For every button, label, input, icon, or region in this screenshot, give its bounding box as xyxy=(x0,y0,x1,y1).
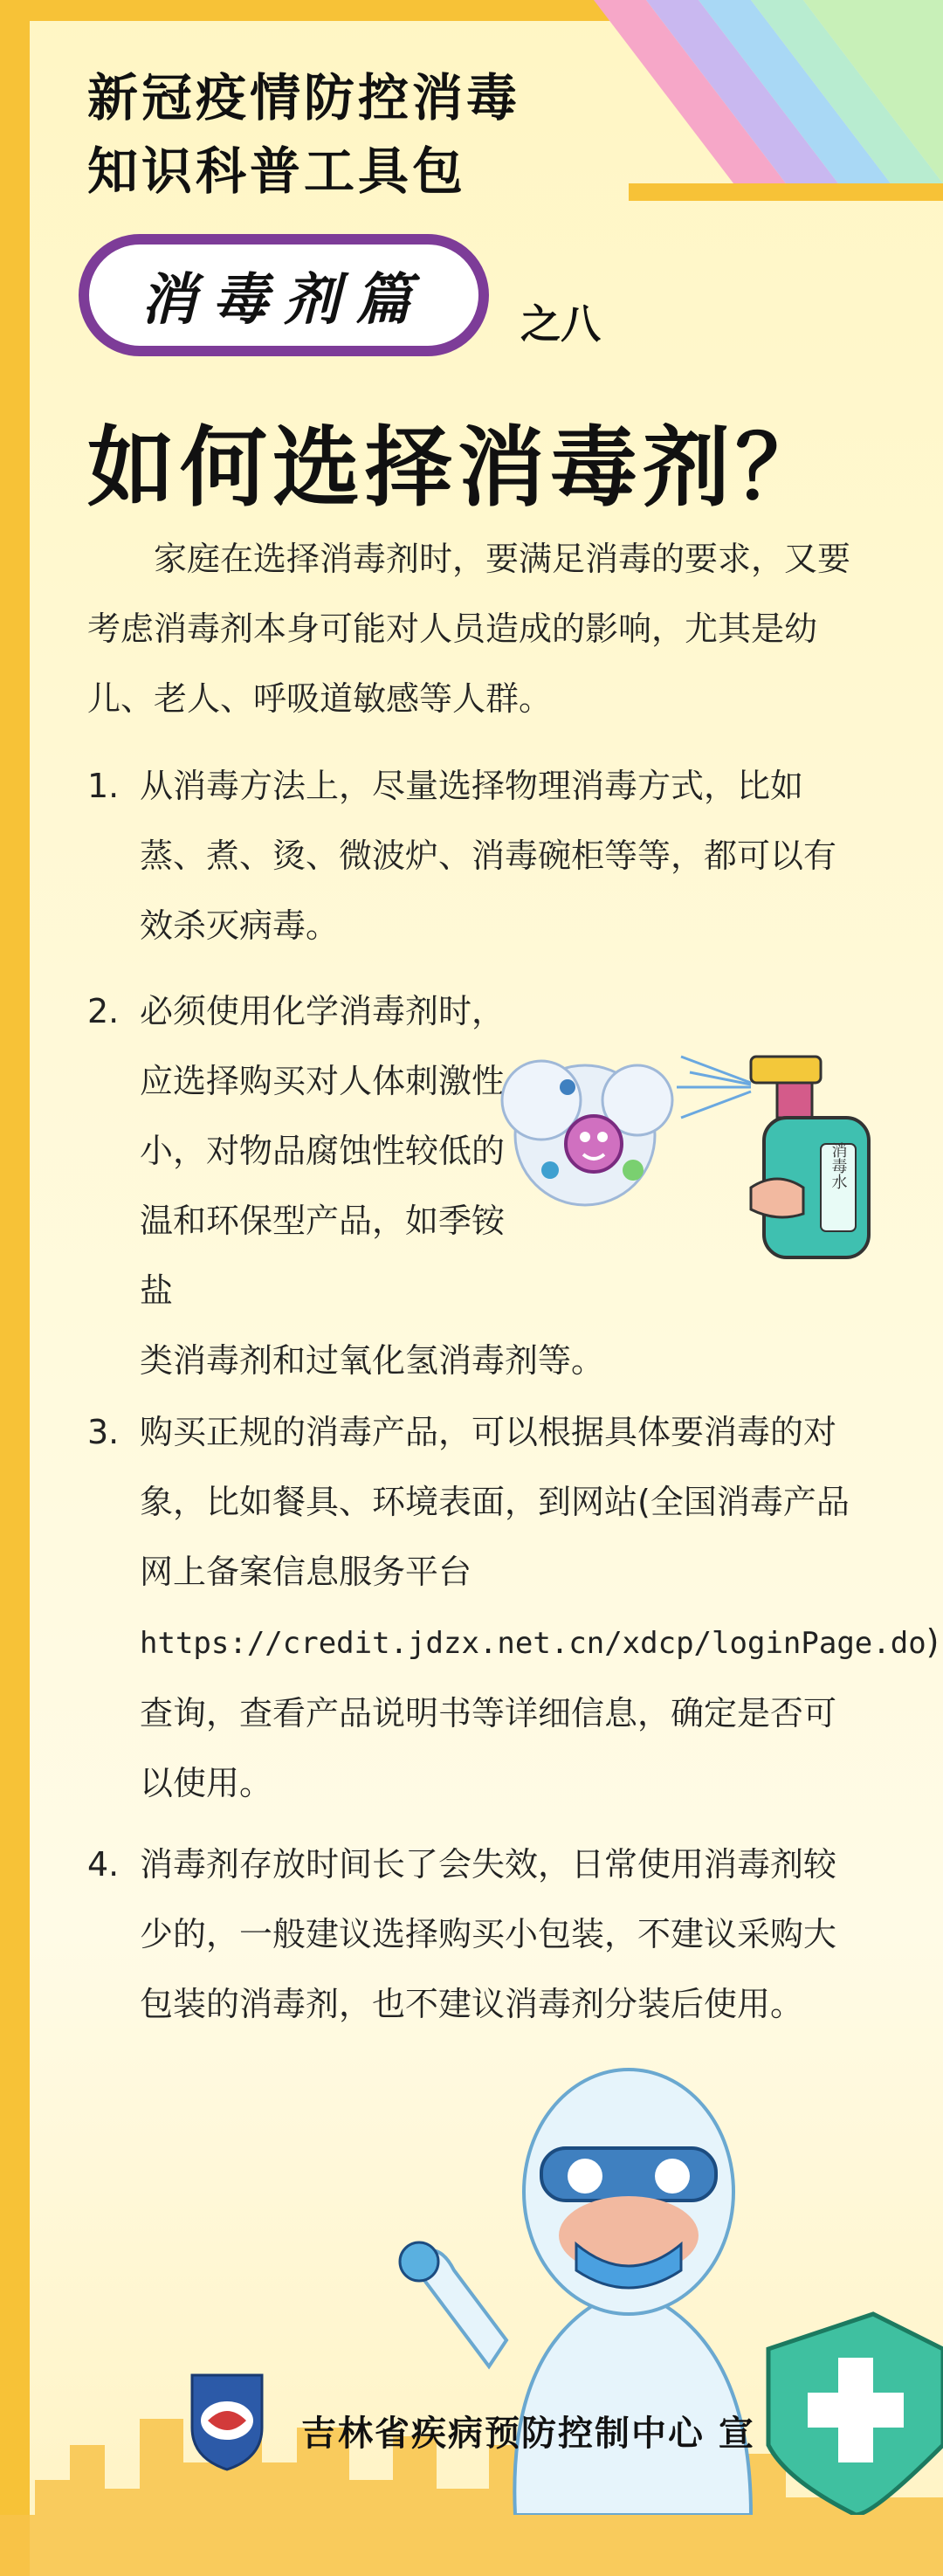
shield-cross-icon xyxy=(768,2314,943,2515)
headline: 如何选择消毒剂？ xyxy=(87,417,828,519)
cdc-logo xyxy=(183,2366,271,2471)
left-frame-bar xyxy=(0,0,30,2576)
item-number: 1. xyxy=(87,767,120,805)
badge-label: 消毒剂篇 xyxy=(141,267,427,333)
spray-mist-icon xyxy=(677,1057,751,1118)
list-item-3 xyxy=(87,1397,940,1818)
list-item-4 xyxy=(87,1829,856,2039)
item-text: 消毒剂存放时间长了会失效，日常使用消毒剂较少的，一般建议选择购买小包装，不建议采购大包装的消毒剂，也不建议消毒剂分装后使用。 xyxy=(140,1845,837,2023)
item-number: 4. xyxy=(87,1845,120,1884)
badge-suffix: 之八 xyxy=(520,300,601,348)
list-item-1 xyxy=(87,751,856,961)
item-text: 从消毒方法上，尽量选择物理消毒方式，比如蒸、煮、烫、微波炉、消毒碗柜等等，都可以有效杀灭病毒。 xyxy=(140,767,837,945)
item-number: 2. xyxy=(87,992,120,1030)
top-frame-bar xyxy=(0,0,611,21)
rainbow-stripes-decoration xyxy=(576,0,943,210)
title-line-1: 新冠疫情防控消毒 xyxy=(87,68,521,127)
item-text: 必须使用化学消毒剂时，应选择购买对人体刺激性小，对物品腐蚀性较低的温和环保型产品，如季铵盐 xyxy=(140,992,506,1310)
item-text-part-a: 购买正规的消毒产品，可以根据具体要消毒的对象，比如餐具、环境表面，到网站(全国消毒产品网上备案信息服务平台 xyxy=(140,1413,850,1591)
item-text xyxy=(140,1397,940,1818)
website-url: https://credit.jdzx.net.cn/xdcp/loginPage.do xyxy=(140,1626,926,1661)
footer-organization: 吉林省疾病预防控制中心 宣 xyxy=(301,2414,755,2454)
intro-paragraph: 家庭在选择消毒剂时，要满足消毒的要求，又要考虑消毒剂本身可能对人员造成的影响，尤其是幼儿、老人、呼吸道敏感等人群。 xyxy=(87,540,851,718)
virus-cloud-icon xyxy=(502,1061,672,1205)
virus-spray-illustration xyxy=(489,1004,926,1266)
bottle-label: 消毒水 xyxy=(829,1142,848,1189)
item-number: 3. xyxy=(87,1413,120,1451)
item-text-continued: 类消毒剂和过氧化氢消毒剂等。 xyxy=(140,1341,605,1380)
category-badge xyxy=(79,234,489,356)
item-text-part-b: )查询，查看产品说明书等详细信息，确定是否可以使用。 xyxy=(140,1622,940,1802)
title-line-2: 知识科普工具包 xyxy=(87,141,467,201)
title-block xyxy=(87,61,520,208)
spray-bottle-icon xyxy=(751,1057,869,1257)
